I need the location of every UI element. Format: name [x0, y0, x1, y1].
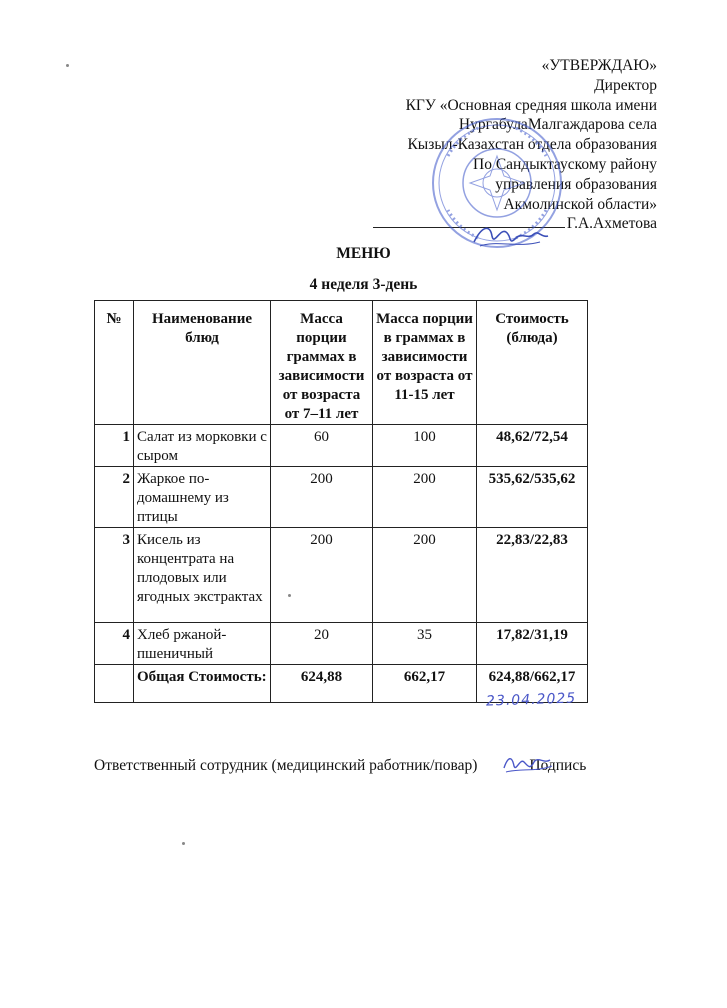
header-cost: Стоимость (блюда): [477, 301, 588, 425]
dish-cost: 48,62/72,54: [477, 425, 588, 467]
total-label: Общая Стоимость:: [134, 665, 271, 703]
header-mass-7-11: Масса порции граммах в зависимости от возраста от 7–11 лет: [271, 301, 373, 425]
table-row: [95, 528, 588, 623]
handwritten-date: 23.04.2025: [485, 690, 577, 710]
table-row: [95, 623, 588, 665]
approval-org-line-5: управления образования: [495, 175, 657, 193]
table-row: [95, 425, 588, 467]
row-number: 3: [95, 528, 134, 623]
mass-7-11: 200: [271, 467, 373, 528]
scan-speck: [288, 594, 291, 597]
page-title: МЕНЮ: [336, 245, 391, 262]
table-header-row: [95, 301, 588, 425]
header-mass-11-15: Масса порции в граммах в зависимости от возраста от 11-15 лет: [373, 301, 477, 425]
mass-11-15: 200: [373, 528, 477, 623]
scan-speck: [66, 64, 69, 67]
approval-signer: Г.А.Ахметова: [566, 215, 657, 233]
row-number: 1: [95, 425, 134, 467]
dish-name: Хлеб ржаной-пшеничный: [134, 623, 271, 665]
header-number: №: [95, 301, 134, 425]
responsible-label: Ответственный сотрудник (медицинский работник/повар): [94, 757, 478, 774]
mass-11-15: 200: [373, 467, 477, 528]
approval-org-line-6: Акмолинской области»: [503, 195, 657, 213]
row-number: 2: [95, 467, 134, 528]
signature-label: Подпись: [529, 757, 587, 774]
dish-cost: 22,83/22,83: [477, 528, 588, 623]
approval-org-line-2: НургабулаМалгаждарова села: [458, 116, 657, 134]
mass-7-11: 20: [271, 623, 373, 665]
total-cost: 624,88/662,17: [477, 665, 588, 703]
total-mass-7-11: 624,88: [271, 665, 373, 703]
scan-speck: [182, 842, 185, 845]
approval-heading: «УТВЕРЖДАЮ»: [541, 57, 657, 74]
dish-name: Жаркое по-домашнему из птицы: [134, 467, 271, 528]
row-number: 4: [95, 623, 134, 665]
dish-cost: 535,62/535,62: [477, 467, 588, 528]
approval-org-line-3: Кызыл-Казахстан отдела образования: [407, 136, 657, 154]
mass-11-15: 100: [373, 425, 477, 467]
dish-name: Кисель из концентрата на плодовых или ягодных экстрактах: [134, 528, 271, 623]
approval-org-line-1: КГУ «Основная средняя школа имени: [405, 96, 657, 114]
approval-block: [373, 56, 657, 234]
table-row: [95, 467, 588, 528]
mass-11-15: 35: [373, 623, 477, 665]
total-row-number: [95, 665, 134, 703]
approval-position: Директор: [594, 76, 657, 94]
page-subtitle: 4 неделя 3-день: [309, 276, 418, 293]
header-dish-name: Наименование блюд: [134, 301, 271, 425]
total-mass-11-15: 662,17: [373, 665, 477, 703]
mass-7-11: 60: [271, 425, 373, 467]
approval-org-line-4: По Сандыктаускому району: [473, 155, 657, 173]
dish-cost: 17,82/31,19: [477, 623, 588, 665]
mass-7-11: 200: [271, 528, 373, 623]
responsible-signature-icon: [500, 750, 556, 776]
menu-table: [94, 300, 588, 703]
dish-name: Салат из морковки с сыром: [134, 425, 271, 467]
